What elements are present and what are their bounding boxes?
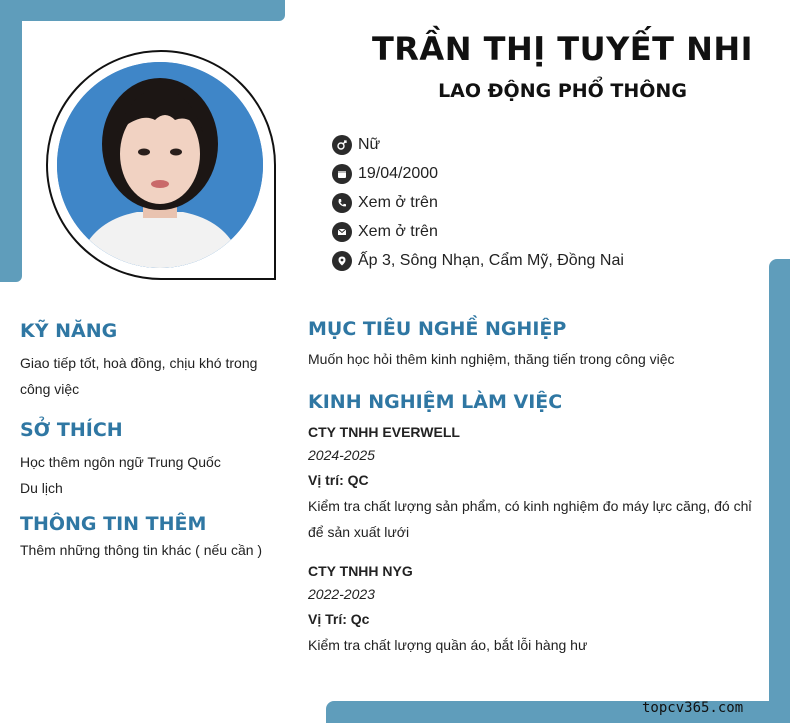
job-position: Vị Trí: Qc	[308, 611, 370, 627]
contact-address	[332, 246, 624, 275]
job-description-line: Kiểm tra chất lượng sản phẩm, có kinh nghiệm đo máy lực căng, đó chỉ	[308, 498, 752, 514]
objective-title: MỤC TIÊU NGHỀ NGHIỆP	[308, 318, 567, 340]
skills-line: Giao tiếp tốt, hoà đồng, chịu khó trong	[20, 355, 258, 371]
hobbies-text	[20, 449, 290, 501]
contact-list	[332, 130, 624, 275]
job-description	[308, 493, 760, 545]
contact-address-text: Ấp 3, Sông Nhạn, Cẩm Mỹ, Đồng Nai	[358, 251, 624, 269]
job-description-line: Kiểm tra chất lượng quần áo, bắt lỗi hàng hư	[308, 637, 588, 653]
job-title: LAO ĐỘNG PHỔ THÔNG	[438, 80, 687, 102]
calendar-icon	[332, 164, 352, 184]
skills-title: KỸ NĂNG	[20, 320, 118, 342]
objective-text: Muốn học hỏi thêm kinh nghiệm, thăng tiến trong công việc	[308, 351, 675, 367]
candidate-name: TRẦN THỊ TUYẾT NHI	[371, 30, 754, 68]
job-company: CTY TNHH NYG	[308, 563, 413, 579]
phone-icon	[332, 193, 352, 213]
email-icon	[332, 222, 352, 242]
frame-right-bar	[769, 259, 790, 723]
contact-phone	[332, 188, 624, 217]
hobbies-title: SỞ THÍCH	[20, 419, 123, 441]
frame-top-bar	[0, 0, 285, 21]
job-period: 2022-2023	[308, 586, 375, 602]
job-period: 2024-2025	[308, 447, 375, 463]
job-position: Vị trí: QC	[308, 472, 369, 488]
hobby-item: Học thêm ngôn ngữ Trung Quốc	[20, 454, 221, 470]
job-company: CTY TNHH EVERWELL	[308, 424, 460, 440]
extra-info-title: THÔNG TIN THÊM	[20, 513, 207, 535]
hobby-item: Du lịch	[20, 480, 63, 496]
contact-birthday	[332, 159, 624, 188]
avatar	[57, 62, 263, 268]
skills-text	[20, 350, 290, 402]
contact-birthday-text: 19/04/2000	[358, 164, 439, 182]
experience-title: KINH NGHIỆM LÀM VIỆC	[308, 391, 563, 413]
job-description	[308, 632, 760, 658]
watermark: topcv365.com	[642, 700, 744, 716]
skills-line: công việc	[20, 381, 80, 397]
contact-email-text[interactable]: Xem ở trên	[358, 222, 438, 240]
job-description-line: để sản xuất lưới	[308, 524, 410, 540]
portrait-photo	[57, 62, 263, 268]
location-icon	[332, 251, 352, 271]
contact-gender	[332, 130, 624, 159]
contact-email	[332, 217, 624, 246]
extra-info-text: Thêm những thông tin khác ( nếu cần )	[20, 542, 263, 558]
contact-phone-text[interactable]: Xem ở trên	[358, 193, 438, 211]
frame-left-bar	[0, 0, 22, 282]
contact-gender-text: Nữ	[358, 135, 381, 153]
gender-icon	[332, 135, 352, 155]
